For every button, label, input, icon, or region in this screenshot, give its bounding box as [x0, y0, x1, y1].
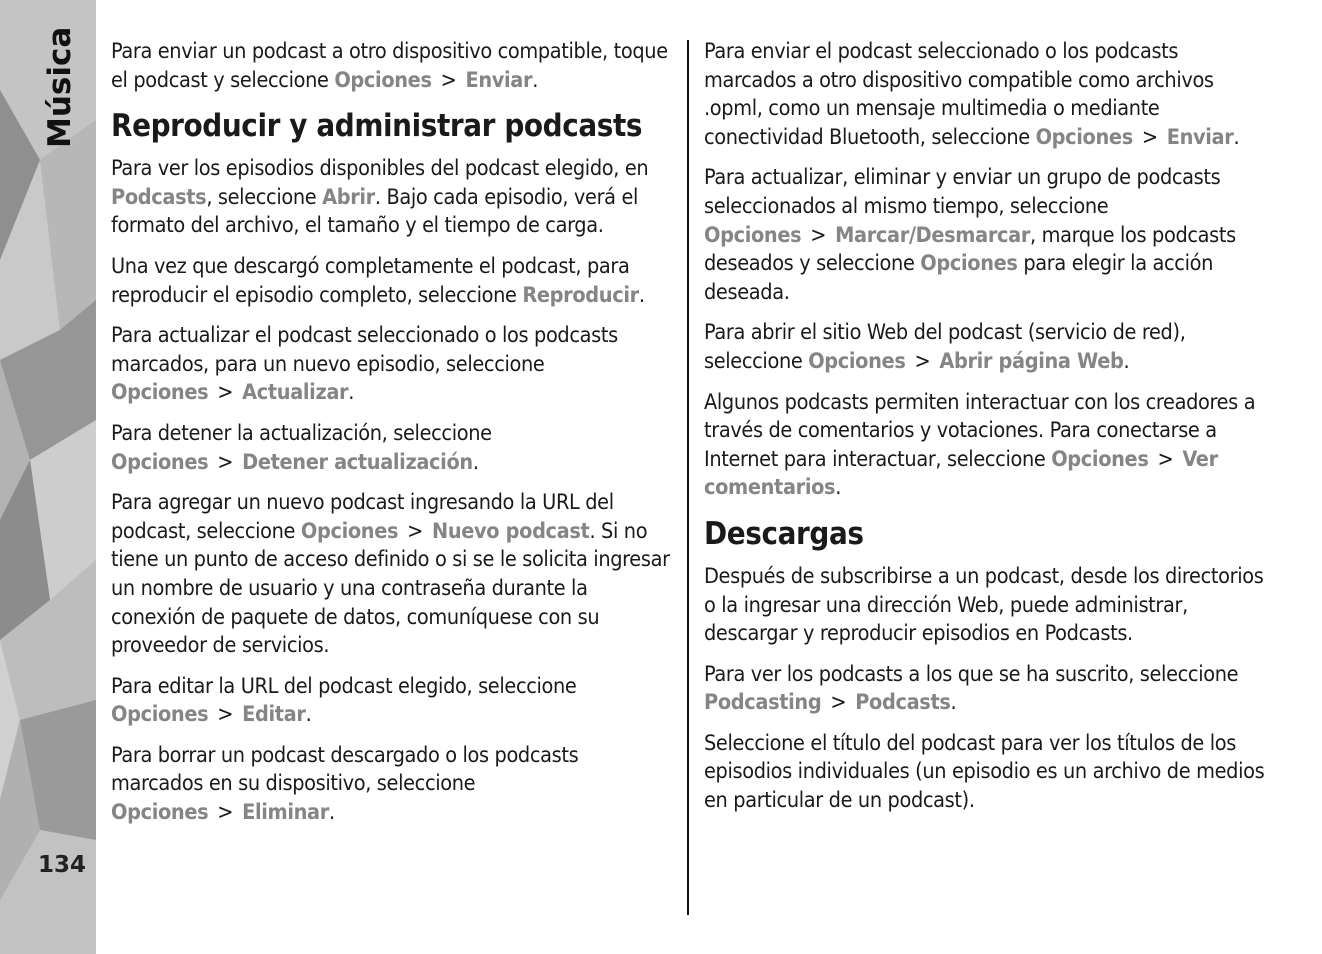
left-column: [111, 38, 675, 840]
section-label: [28, 26, 86, 152]
column-divider: [687, 40, 689, 915]
paragraph: Para ver los podcasts a los que se ha suscrito, seleccione Podcasting > Podcasts.: [704, 661, 1239, 716]
paragraph: Para enviar un podcast a otro dispositivo compatible, toque el podcast y seleccione Opciones > Enviar.: [111, 39, 668, 93]
sidebar: [0, 0, 96, 954]
paragraph: Para actualizar el podcast seleccionado o los podcasts marcados, para un nuevo episodio, seleccione Opciones > Actualizar.: [111, 323, 618, 406]
section-title: Música: [42, 26, 78, 148]
page-number: 134: [38, 852, 87, 878]
menu-path-item: Reproducir: [522, 282, 639, 308]
menu-path-item: Podcasts: [855, 690, 951, 716]
menu-path-item: Opciones: [808, 348, 906, 374]
paragraph: Algunos podcasts permiten interactuar con los creadores a través de comentarios y votaciones. Para conectarse a Internet para interactuar, seleccione Opciones > Ver comentarios.: [704, 389, 1256, 501]
paragraph: Para agregar un nuevo podcast ingresando la URL del podcast, seleccione Opciones > Nuevo podcast. Si no tiene un punto de acceso definido o si se le solicita ingresar un nombre de usuario y una contraseña durante la conexión de paquete de datos, comuníquese con su proveedor de servicios.: [111, 490, 670, 659]
menu-path-item: Opciones: [334, 67, 432, 93]
section-heading: Descargas: [704, 515, 864, 552]
right-column: [704, 38, 1270, 828]
paragraph: Una vez que descargó completamente el podcast, para reproducir el episodio completo, seleccione Reproducir.: [111, 253, 645, 308]
menu-path-item: Opciones: [1035, 124, 1133, 150]
menu-path-item: Opciones: [111, 380, 209, 406]
section-heading: Reproducir y administrar podcasts: [111, 108, 643, 145]
menu-path-item: Ver comentarios: [704, 446, 1218, 501]
menu-path-item: Marcar/Desmarcar: [835, 222, 1031, 248]
menu-path-item: Enviar: [465, 67, 533, 93]
menu-path-item: Podcasting: [704, 690, 822, 716]
paragraph: Para enviar el podcast seleccionado o los podcasts marcados a otro dispositivo compatible como archivos .opml, como un mensaje multimedia o mediante conectividad Bluetooth, seleccione Opciones > Enviar.: [704, 39, 1240, 150]
menu-path-item: Detener actualización: [242, 449, 473, 475]
paragraph: Para detener la actualización, seleccione Opciones > Detener actualización.: [111, 420, 492, 475]
menu-path-item: Abrir página Web: [939, 348, 1124, 374]
menu-path-item: Opciones: [111, 800, 209, 826]
paragraph: Para abrir el sitio Web del podcast (servicio de red), seleccione Opciones > Abrir página Web.: [704, 320, 1186, 374]
menu-path-item: Eliminar: [242, 800, 329, 826]
menu-path-item: Opciones: [920, 251, 1018, 277]
paragraph: Para editar la URL del podcast elegido, seleccione Opciones > Editar.: [111, 673, 577, 728]
paragraph: Para actualizar, eliminar y enviar un grupo de podcasts seleccionados al mismo tiempo, seleccione Opciones > Marcar/Desmarcar, marque los podcasts deseados y seleccione Opciones para elegir la acción deseada.: [704, 165, 1236, 305]
menu-path-item: Opciones: [300, 518, 399, 544]
paragraph: Después de subscribirse a un podcast, desde los directorios o la ingresar una dirección Web, puede administrar, descargar y reproducir episodios en Podcasts.: [704, 563, 1264, 647]
paragraph: Seleccione el título del podcast para ver los títulos de los episodios individuales (un episodio es un archivo de medios en particular de un podcast).: [704, 730, 1265, 814]
menu-path-item: Enviar: [1166, 124, 1234, 150]
menu-path-item: Abrir: [322, 184, 375, 210]
menu-path-item: Opciones: [704, 222, 802, 248]
menu-path-item: Opciones: [1051, 446, 1149, 472]
menu-path-item: Opciones: [111, 449, 209, 475]
menu-path-item: Actualizar: [242, 380, 349, 406]
menu-path-item: Editar: [242, 702, 306, 728]
paragraph: Para ver los episodios disponibles del podcast elegido, en Podcasts, seleccione Abrir. Bajo cada episodio, verá el formato del archivo, el tamaño y el tiempo de carga.: [111, 156, 649, 239]
menu-path-item: Podcasts: [111, 184, 207, 210]
paragraph: Para borrar un podcast descargado o los podcasts marcados en su dispositivo, seleccione Opciones > Eliminar.: [111, 742, 579, 826]
menu-path-item: Opciones: [111, 702, 209, 728]
menu-path-item: Nuevo podcast: [432, 518, 590, 544]
